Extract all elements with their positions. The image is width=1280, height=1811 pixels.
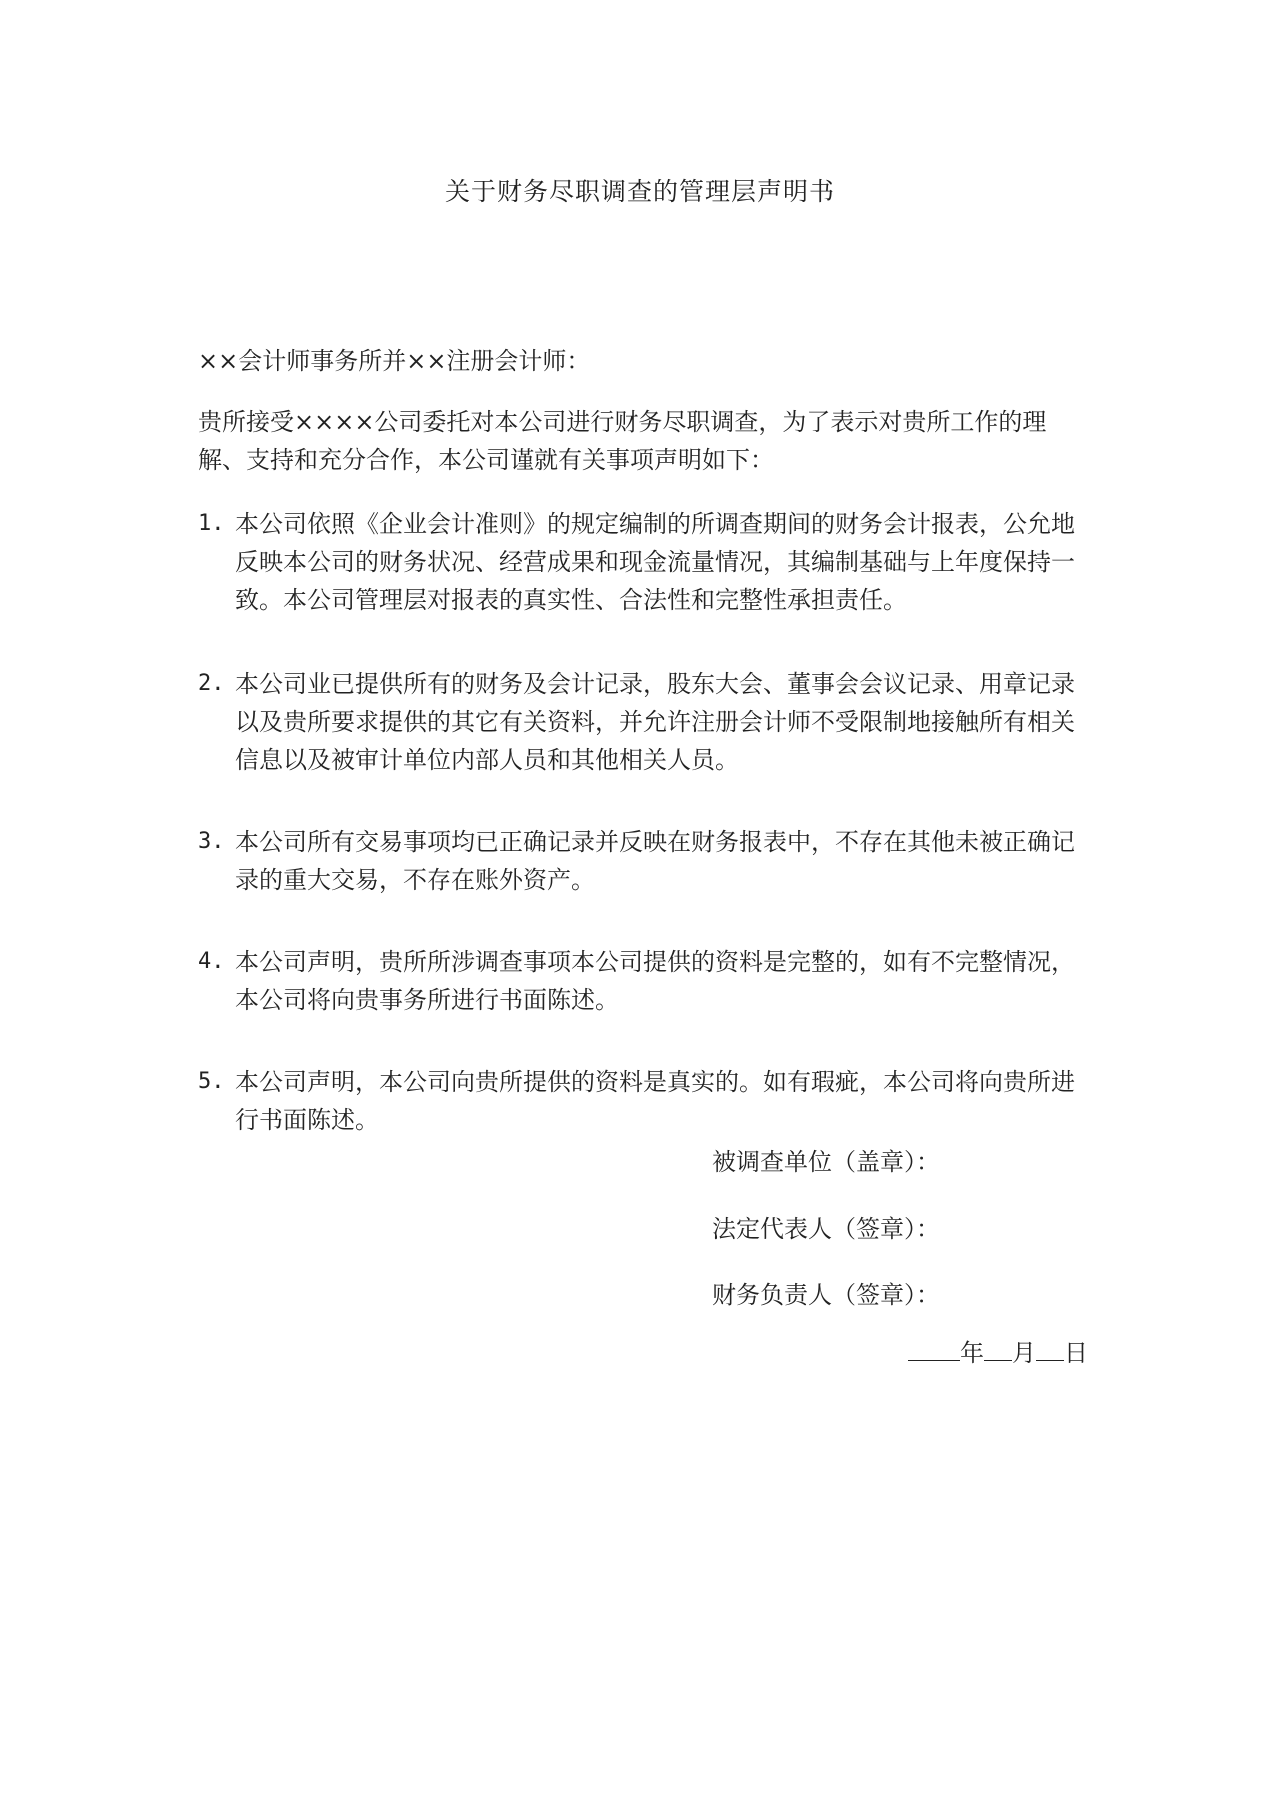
item-text: 本公司声明，贵所所涉调查事项本公司提供的资料是完整的，如有不完整情况，本公司将向贵事务所进行书面陈述。 <box>235 948 1075 1014</box>
list-item <box>198 823 1088 899</box>
list-item <box>198 1063 1088 1139</box>
item-number: 1. <box>198 511 225 536</box>
declaration-list <box>198 505 1088 1183</box>
month-blank <box>984 1334 1012 1361</box>
item-text: 本公司依照《企业会计准则》的规定编制的所调查期间的财务会计报表，公允地反映本公司的财务状况、经营成果和现金流量情况，其编制基础与上年度保持一致。本公司管理层对报表的真实性、合法性和完整性承担责任。 <box>235 510 1075 614</box>
day-label: 日 <box>1064 1339 1088 1367</box>
year-label: 年 <box>960 1339 984 1367</box>
list-item <box>198 665 1088 779</box>
item-number: 5. <box>198 1069 225 1094</box>
day-blank <box>1036 1334 1064 1361</box>
intro-paragraph: 贵所接受××××公司委托对本公司进行财务尽职调查，为了表示对贵所工作的理解、支持和充分合作，本公司谨就有关事项声明如下： <box>198 408 1047 474</box>
item-number: 4. <box>198 949 225 974</box>
year-blank <box>908 1334 960 1361</box>
item-number: 2. <box>198 671 225 696</box>
date-line <box>880 1334 1088 1372</box>
signature-finance-head: 财务负责人（签章）： <box>712 1281 940 1309</box>
document-title: 关于财务尽职调查的管理层声明书 <box>444 177 835 206</box>
signature-legal-representative: 法定代表人（签章）： <box>712 1215 940 1243</box>
signature-unit-seal: 被调查单位（盖章）： <box>712 1148 940 1176</box>
item-text: 本公司声明，本公司向贵所提供的资料是真实的。如有瑕疵，本公司将向贵所进行书面陈述。 <box>235 1068 1075 1134</box>
list-item <box>198 505 1088 619</box>
item-text: 本公司业已提供所有的财务及会计记录，股东大会、董事会会议记录、用章记录以及贵所要求提供的其它有关资料，并允许注册会计师不受限制地接触所有相关信息以及被审计单位内部人员和其他相关人员。 <box>235 670 1075 774</box>
month-label: 月 <box>1012 1339 1036 1367</box>
salutation: ××会计师事务所并××注册会计师： <box>198 347 591 375</box>
item-number: 3. <box>198 829 225 854</box>
item-text: 本公司所有交易事项均已正确记录并反映在财务报表中，不存在其他未被正确记录的重大交易，不存在账外资产。 <box>235 828 1075 894</box>
list-item <box>198 943 1088 1019</box>
